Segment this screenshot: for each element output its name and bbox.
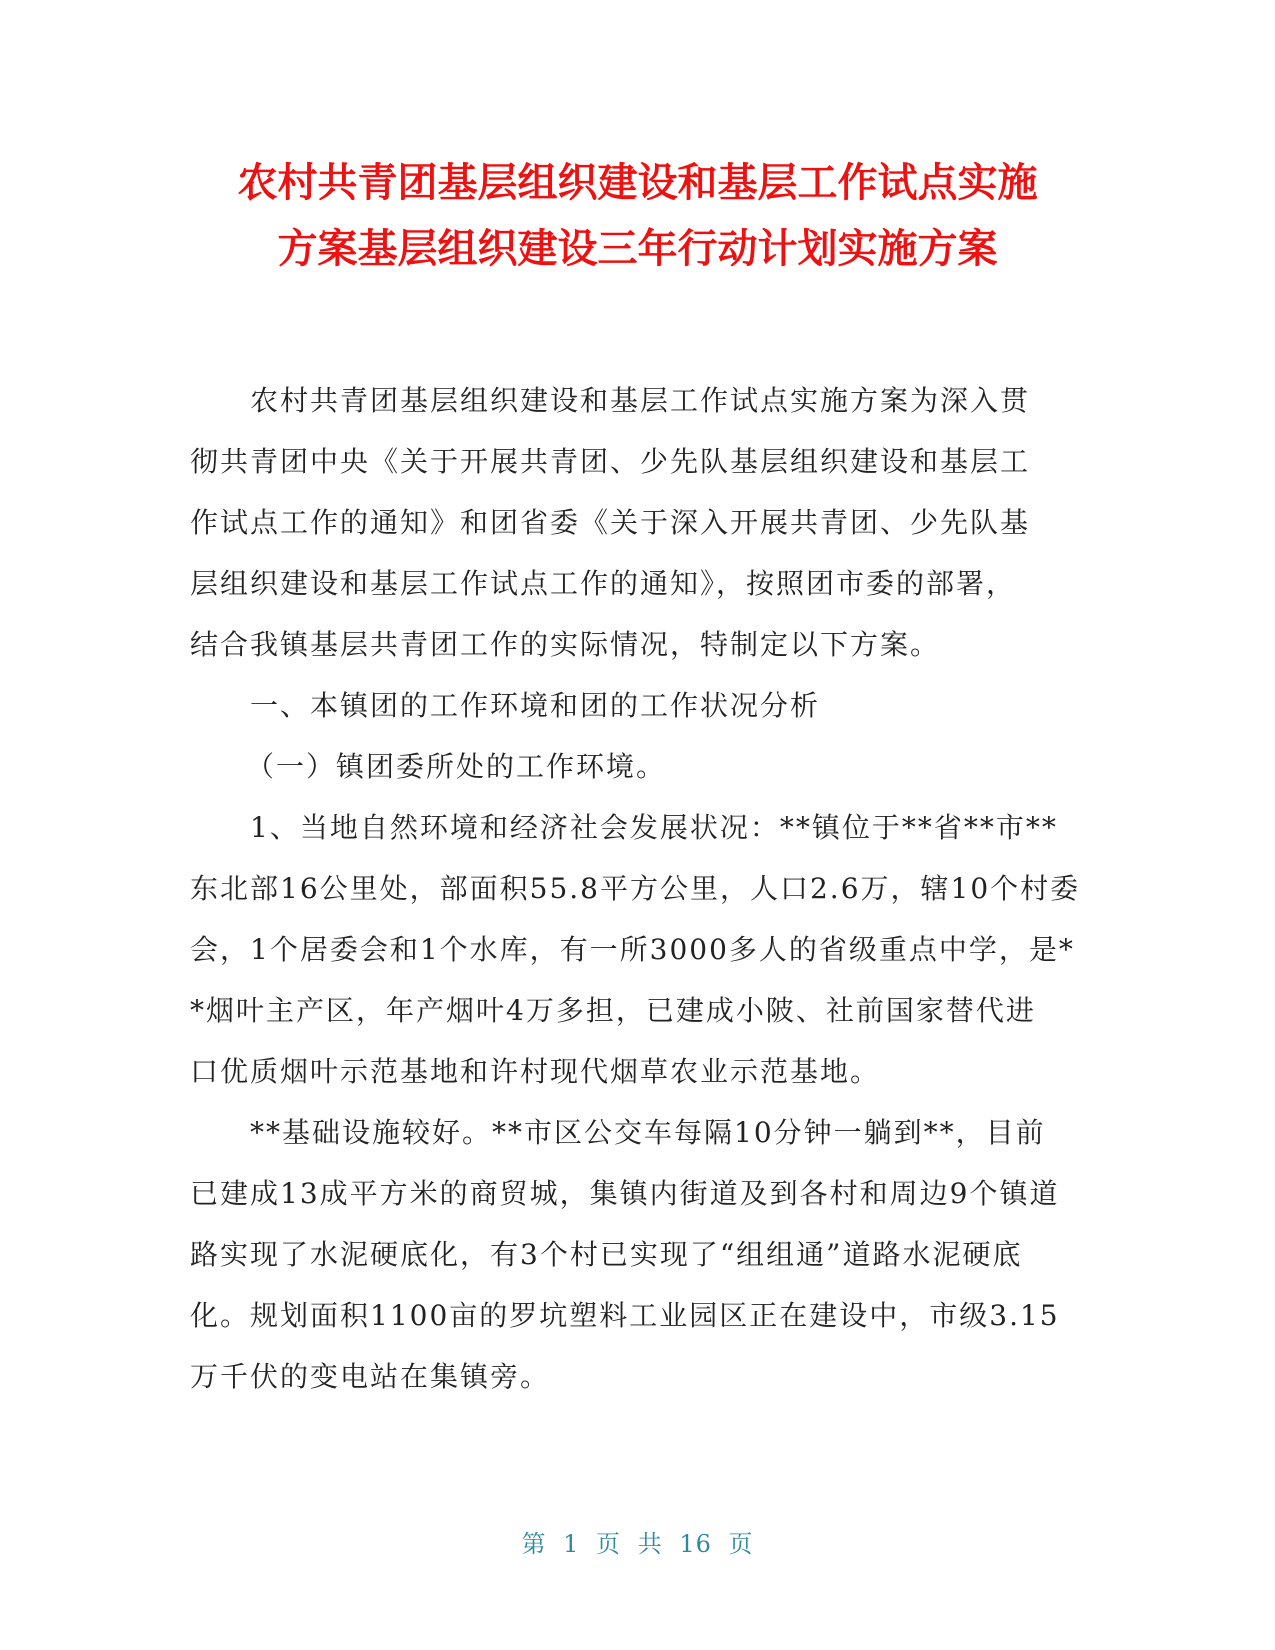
- footer-total-prefix: 共: [637, 1530, 663, 1558]
- section-heading: 一、本镇团的工作环境和团的工作状况分析: [250, 689, 821, 722]
- paragraph-line: 路实现了水泥硬底化，有3个村已实现了“组组通”道路水泥硬底: [190, 1238, 1023, 1271]
- footer-page-prefix: 第: [521, 1530, 547, 1558]
- paragraph-line: *烟叶主产区，年产烟叶4万多担，已建成小陂、社前国家替代进: [190, 994, 1036, 1027]
- title-line-1: 农村共青团基层组织建设和基层工作试点实施: [237, 160, 1038, 206]
- paragraph-line: 结合我镇基层共青团工作的实际情况，特制定以下方案。: [190, 628, 941, 661]
- paragraph-line: 万千伏的变电站在集镇旁。: [190, 1360, 551, 1393]
- document-body: [190, 370, 1085, 1407]
- title-line-2: 方案基层组织建设三年行动计划实施方案: [277, 226, 998, 272]
- paragraph-line: 口优质烟叶示范基地和许村现代烟草农业示范基地。: [190, 1055, 881, 1088]
- document-title: [150, 150, 1125, 282]
- paragraph-line: 会，1个居委会和1个水库，有一所3000多人的省级重点中学，是*: [190, 933, 1075, 966]
- paragraph-line: 彻共青团中央《关于开展共青团、少先队基层组织建设和基层工: [190, 445, 1031, 478]
- paragraph-line: **基础设施较好。**市区公交车每隔10分钟一躺到**，目前: [250, 1116, 1046, 1149]
- paragraph-line: 1、当地自然环境和经济社会发展状况：**镇位于**省**市**: [250, 811, 1058, 844]
- footer-page-suffix: 页: [728, 1530, 754, 1558]
- paragraph-line: 已建成13成平方米的商贸城，集镇内街道及到各村和周边9个镇道: [190, 1177, 1060, 1210]
- paragraph-line: 层组织建设和基层工作试点工作的通知》，按照团市委的部署，: [190, 567, 1017, 600]
- footer-total-pages: 16: [679, 1530, 712, 1558]
- footer-page-mid: 页: [596, 1530, 622, 1558]
- paragraph-line: 东北部16公里处，部面积55.8平方公里，人口2.6万，辖10个村委: [190, 872, 1081, 905]
- footer-page-number: 1: [563, 1530, 580, 1558]
- page-footer: [0, 1524, 1275, 1559]
- paragraph-line: 作试点工作的通知》和团省委《关于深入开展共青团、少先队基: [190, 506, 1031, 539]
- paragraph-line: 农村共青团基层组织建设和基层工作试点实施方案为深入贯: [250, 384, 1031, 417]
- paragraph-line: 化。规划面积1100亩的罗坑塑料工业园区正在建设中，市级3.15: [190, 1299, 1060, 1332]
- subsection-heading: （一）镇团委所处的工作环境。: [246, 750, 667, 783]
